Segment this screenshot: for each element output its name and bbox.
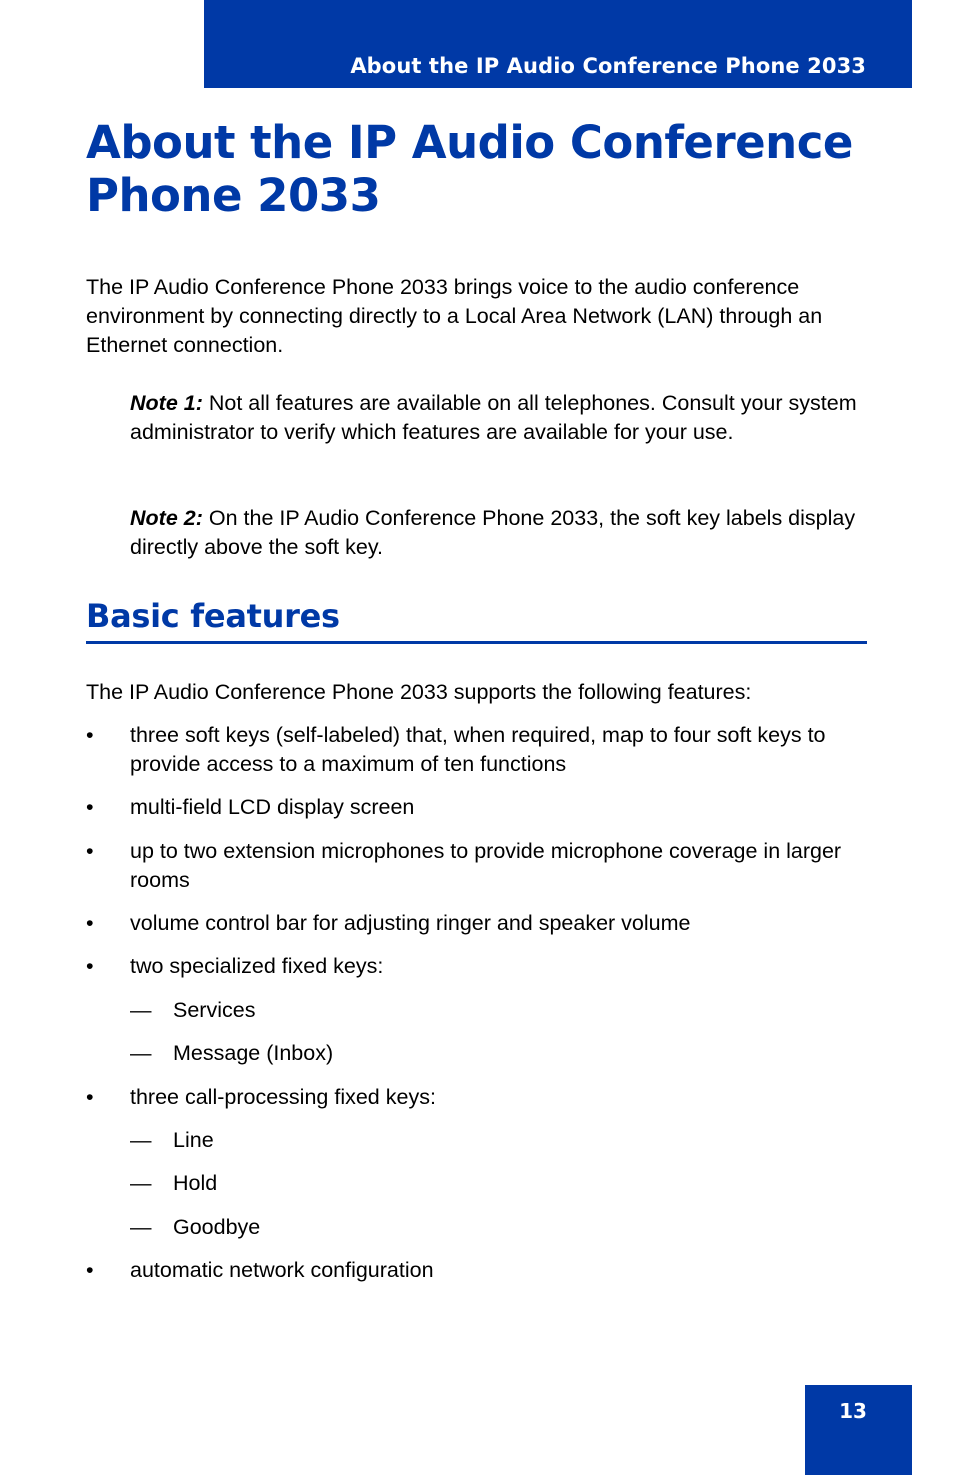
- dash-marker: —: [130, 1171, 152, 1195]
- note-1-label: Note 1:: [130, 391, 203, 415]
- dash-marker: —: [130, 998, 152, 1022]
- dash-marker: —: [130, 1041, 152, 1065]
- bullet-marker: •: [86, 954, 94, 978]
- bullet-marker: •: [86, 1085, 94, 1109]
- features-lead: The IP Audio Conference Phone 2033 supports the following features:: [86, 680, 752, 704]
- sub-list-item: Services: [173, 998, 256, 1022]
- page-number: 13: [839, 1399, 867, 1423]
- note-2-label: Note 2:: [130, 506, 203, 530]
- sub-list-item: Hold: [173, 1171, 218, 1195]
- note-2-text: On the IP Audio Conference Phone 2033, the soft key labels display directly above the soft key.: [130, 506, 856, 559]
- list-item: multi-field LCD display screen: [130, 795, 415, 819]
- note-1: [130, 389, 870, 447]
- page-title: About the IP Audio Conference Phone 2033: [86, 116, 853, 222]
- sub-list-item: Line: [173, 1128, 214, 1152]
- sub-list-item: Goodbye: [173, 1215, 261, 1239]
- note-2: [130, 504, 870, 562]
- list-item: automatic network configuration: [130, 1258, 434, 1282]
- header-bar: [204, 0, 912, 88]
- dash-marker: —: [130, 1215, 152, 1239]
- list-item: three soft keys (self-labeled) that, when required, map to four soft keys to provide access to a maximum of ten functions: [130, 723, 826, 776]
- bullet-marker: •: [86, 839, 94, 863]
- page-number-box: [805, 1385, 912, 1475]
- list-item: up to two extension microphones to provide microphone coverage in larger rooms: [130, 839, 842, 892]
- intro-paragraph: The IP Audio Conference Phone 2033 brings voice to the audio conference environment by connecting directly to a Local Area Network (LAN) through an Ethernet connection.: [86, 275, 823, 357]
- dash-marker: —: [130, 1128, 152, 1152]
- list-item: three call-processing fixed keys:: [130, 1085, 436, 1109]
- bullet-marker: •: [86, 795, 94, 819]
- list-item: two specialized fixed keys:: [130, 954, 384, 978]
- running-header: About the IP Audio Conference Phone 2033: [350, 54, 866, 78]
- section-heading: Basic features: [86, 597, 340, 635]
- note-1-text: Not all features are available on all telephones. Consult your system administrator to verify which features are available for your use.: [130, 391, 857, 444]
- bullet-marker: •: [86, 1258, 94, 1282]
- sub-list-item: Message (Inbox): [173, 1041, 334, 1065]
- section-divider: [86, 641, 867, 644]
- list-item: volume control bar for adjusting ringer and speaker volume: [130, 911, 691, 935]
- bullet-marker: •: [86, 911, 94, 935]
- bullet-marker: •: [86, 723, 94, 747]
